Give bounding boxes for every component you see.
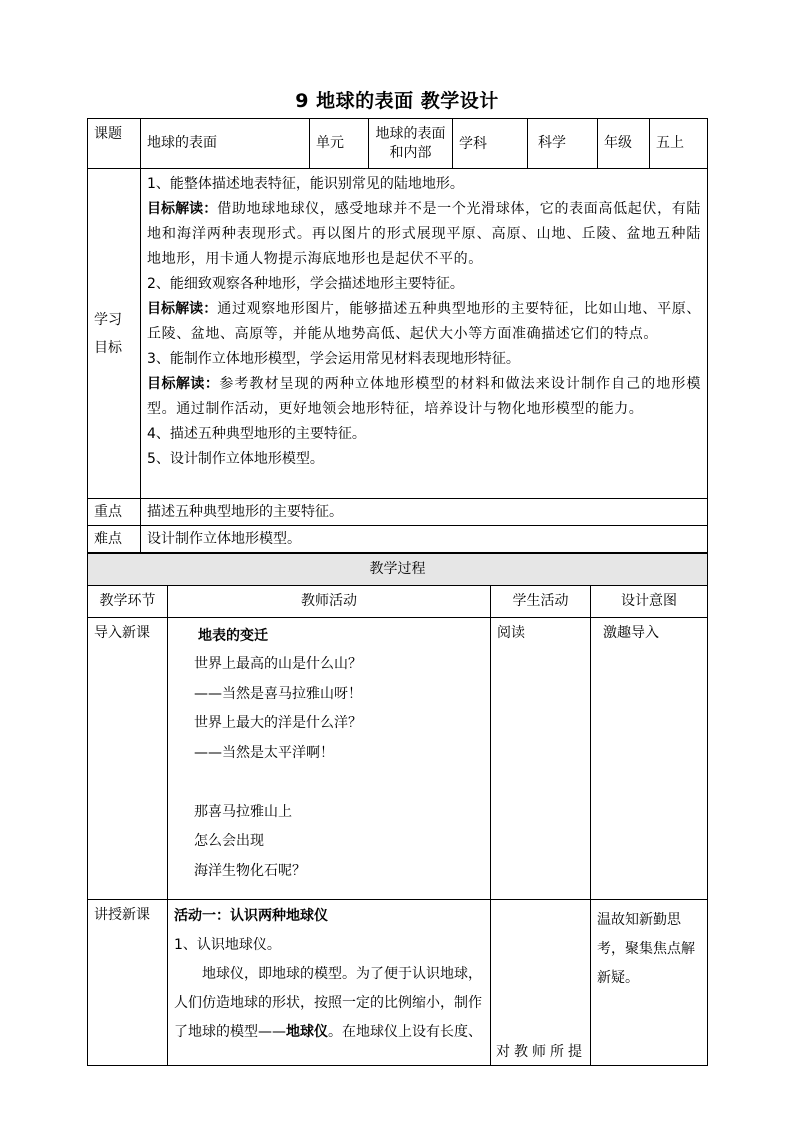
lecture-student-text: 对教师所提 (496, 1043, 586, 1060)
objectives-label (88, 169, 141, 499)
intro-line: 海洋生物化石呢？ (194, 862, 306, 879)
grade-value: 五上 (650, 119, 708, 169)
lesson-value: 地球的表面 (141, 119, 310, 169)
lecture-stage: 讲授新课 (88, 900, 168, 1066)
objective-4: 4、描述五种典型地形的主要特征。 (147, 426, 366, 442)
intro-stage: 导入新课 (88, 618, 168, 900)
intro-line: 那喜马拉雅山上 (194, 803, 292, 820)
intro-line: 怎么会出现 (194, 833, 264, 849)
header-student: 学生活动 (491, 586, 591, 618)
explain-label: 目标解读： (147, 301, 218, 317)
intro-design-intent: 激趣导入 (591, 618, 708, 900)
lecture-heading: 活动一：认识两种地球仪 (174, 908, 328, 924)
objective-3-explanation (147, 372, 701, 422)
subject-label: 学科 (453, 119, 528, 169)
header-stage: 教学环节 (88, 586, 168, 618)
header-teacher: 教师活动 (168, 586, 491, 618)
objective-5: 5、设计制作立体地形模型。 (147, 451, 324, 467)
key-point-value: 描述五种典型地形的主要特征。 (141, 499, 708, 526)
lecture-paragraph-text-2: 。在地球仪上设有长度、 (328, 1024, 482, 1040)
unit-value: 地球的表面和内部 (369, 119, 453, 169)
explain-text-3: 参考教材呈现的两种立体地形模型的材料和做法来设计制作自己的地形模型。通过制作活动，更好地领会地形特征，培养设计与物化地形模型的能力。 (147, 376, 702, 417)
key-point-label: 重点 (88, 499, 141, 526)
objective-1-explanation (147, 197, 701, 272)
explain-label: 目标解读： (147, 376, 220, 392)
intro-teacher-activity (168, 618, 491, 900)
lecture-paragraph-text: 地球仪，即地球的模型。为了便于认识地球，人们仿造地球的形状，按照一定的比例缩小，制作了地球的模型—— (174, 966, 482, 1040)
lecture-subheading: 1、认识地球仪。 (174, 937, 281, 953)
explain-text-2: 通过观察地形图片，能够描述五种典型地形的主要特征，比如山地、平原、丘陵、盆地、高原等，并能从地势高低、起伏大小等方面准确描述它们的特点。 (147, 301, 701, 342)
objective-2-explanation (147, 297, 701, 347)
explain-text-1: 借助地球地球仪，感受地球并不是一个光滑球体，它的表面高低起伏，有陆地和海洋两种表现形式。再以图片的形式展现平原、高原、山地、丘陵、盆地五种陆地地形，用卡通人物提示海底地形也是起伏不平的。 (147, 201, 701, 267)
difficulty-value: 设计制作立体地形模型。 (141, 526, 708, 553)
process-title: 教学过程 (88, 554, 708, 586)
intro-line: 世界上最大的洋是什么洋？ (194, 715, 362, 731)
lesson-info-table (87, 118, 708, 553)
objective-3: 3、能制作立体地形模型，学会运用常见材料表现地形特征。 (147, 351, 520, 367)
difficulty-label: 难点 (88, 526, 141, 553)
lecture-paragraph-bold: 地球仪 (286, 1024, 328, 1040)
intro-heading: 地表的变迁 (198, 628, 268, 644)
grade-label: 年级 (598, 119, 650, 169)
intro-line: 世界上最高的山是什么山？ (194, 656, 362, 672)
objectives-content (141, 169, 708, 499)
subject-value: 科学 (528, 119, 598, 169)
teaching-process-table (87, 553, 708, 1066)
unit-label: 单元 (310, 119, 369, 169)
intro-line (174, 768, 484, 798)
explain-label: 目标解读： (147, 201, 218, 217)
objective-2: 2、能细致观察各种地形，学会描述地形主要特征。 (147, 276, 464, 292)
objective-1: 1、能整体描述地表特征，能识别常见的陆地地形。 (147, 176, 464, 192)
intro-line: ——当然是太平洋啊！ (194, 744, 334, 761)
lecture-paragraph (174, 960, 484, 1047)
intro-student-activity: 阅读 (491, 618, 591, 900)
header-intent: 设计意图 (591, 586, 708, 618)
lesson-label: 课题 (88, 119, 141, 169)
objectives-label-text: 学习目标 (94, 311, 122, 356)
document-title: 9 地球的表面 教学设计 (295, 90, 499, 112)
lecture-teacher-activity (168, 900, 491, 1066)
lecture-design-intent: 温故知新勤思考，聚集焦点解新疑。 (591, 900, 708, 1066)
intro-line: ——当然是喜马拉雅山呀！ (194, 685, 362, 702)
lecture-student-activity (491, 900, 591, 1066)
